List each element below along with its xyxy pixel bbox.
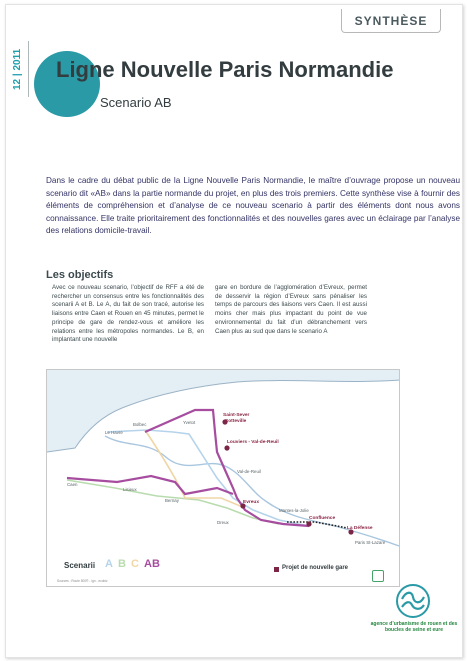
map-logo-icon [372,570,384,582]
map-place-bolbec: Bolbec [133,422,147,427]
scenario-map [46,369,400,587]
legend-scenario-a: A [105,558,113,570]
objectifs-column-2: gare en bordure de l’agglomération d’Evreux, permet de desservir la région d’Evreux sans pénaliser les temps de parcours des liaisons vers Caen. Il est aussi moins cher mais plus impactant du point de vue environnemental du fait d’un débranchement vers Caen plus au sud que dans le scenario A [215,284,367,335]
map-place-caen: Caen [67,482,78,487]
gare-confluence [306,521,311,526]
map-place-saint-sever: Saint-Sever [223,413,250,418]
synthese-tab: SYNTHÈSE [341,9,441,33]
agency-name: agence d’urbanisme de rouen et des boucles de seine et eure [370,621,458,633]
map-place-val-de-reuil: Val-de-Reuil [237,469,261,474]
map-place-yvetot: Yvetot [183,420,196,425]
line-scenario-ab-caen-branch [67,476,233,494]
map-place-louviers: Louviers - Val-de-Reuil [227,440,279,445]
document-page [5,4,463,658]
publication-date: 12 | 2011 [12,48,23,90]
map-place-confluence: Confluence [309,516,336,521]
map-place-la-defense: La Défense [347,526,373,531]
map-drawing [47,370,400,587]
map-place-lisieux: Lisieux [123,487,137,492]
legend-scenario-c: C [131,558,139,570]
legend-scenarii-label: Scenarii [64,561,96,570]
map-place-evreux: Evreux [243,500,259,505]
map-place-sotteville: Sotteville [225,419,247,424]
agency-logo-icon [394,583,432,619]
map-place-paris: Paris St-Lazare [355,540,386,545]
legend-projet-label: Projet de nouvelle gare [282,565,349,571]
map-sources: Sources : Route 500® - ign - ecobiz [57,579,108,583]
legend-scenario-b: B [118,558,126,570]
objectifs-column-1: Avec ce nouveau scenario, l’objectif de RFF a été de rechercher un consensus entre les fonctionnalités des scenarii A et B. Le A, du fait de son tracé, autorise les liaisons entre Caen et Rouen en 45 minutes, permet le principe de gare de rendez-vous et améliore les relations entre les métropoles normandes. Le B, en implantant une nouvelle [52,284,204,344]
map-place-le-havre: Le Havre [105,430,123,435]
map-place-bernay: Bernay [165,498,179,503]
map-place-mantes: Mantes-la-Jolie [279,508,309,513]
date-divider [28,41,29,97]
legend-gare-marker [274,567,279,572]
legend-scenario-ab: AB [144,558,160,570]
intro-paragraph: Dans le cadre du débat public de la Ligne Nouvelle Paris Normandie, le maître d’ouvrage propose un nouveau scenario dit «AB» dans la partie normande du projet, en plus des trois premiers. Cette synthèse vise à fournir des éléments de compréhension et d’analyse de ce nouveau scenario à partir des éléments dont nous avons connaissance. Elle traite prioritairement des fonctionnalités et des nouvelles gares avec un éclairage par l’analyse des relations domicile-travail. [46,176,460,236]
page-subtitle: Scenario AB [100,95,172,110]
gare-louviers [224,445,229,450]
section-heading-objectifs: Les objectifs [46,269,114,281]
channel-sea [47,370,400,452]
map-place-dreux: Dreux [217,520,229,525]
page-title: Ligne Nouvelle Paris Normandie [56,57,394,82]
